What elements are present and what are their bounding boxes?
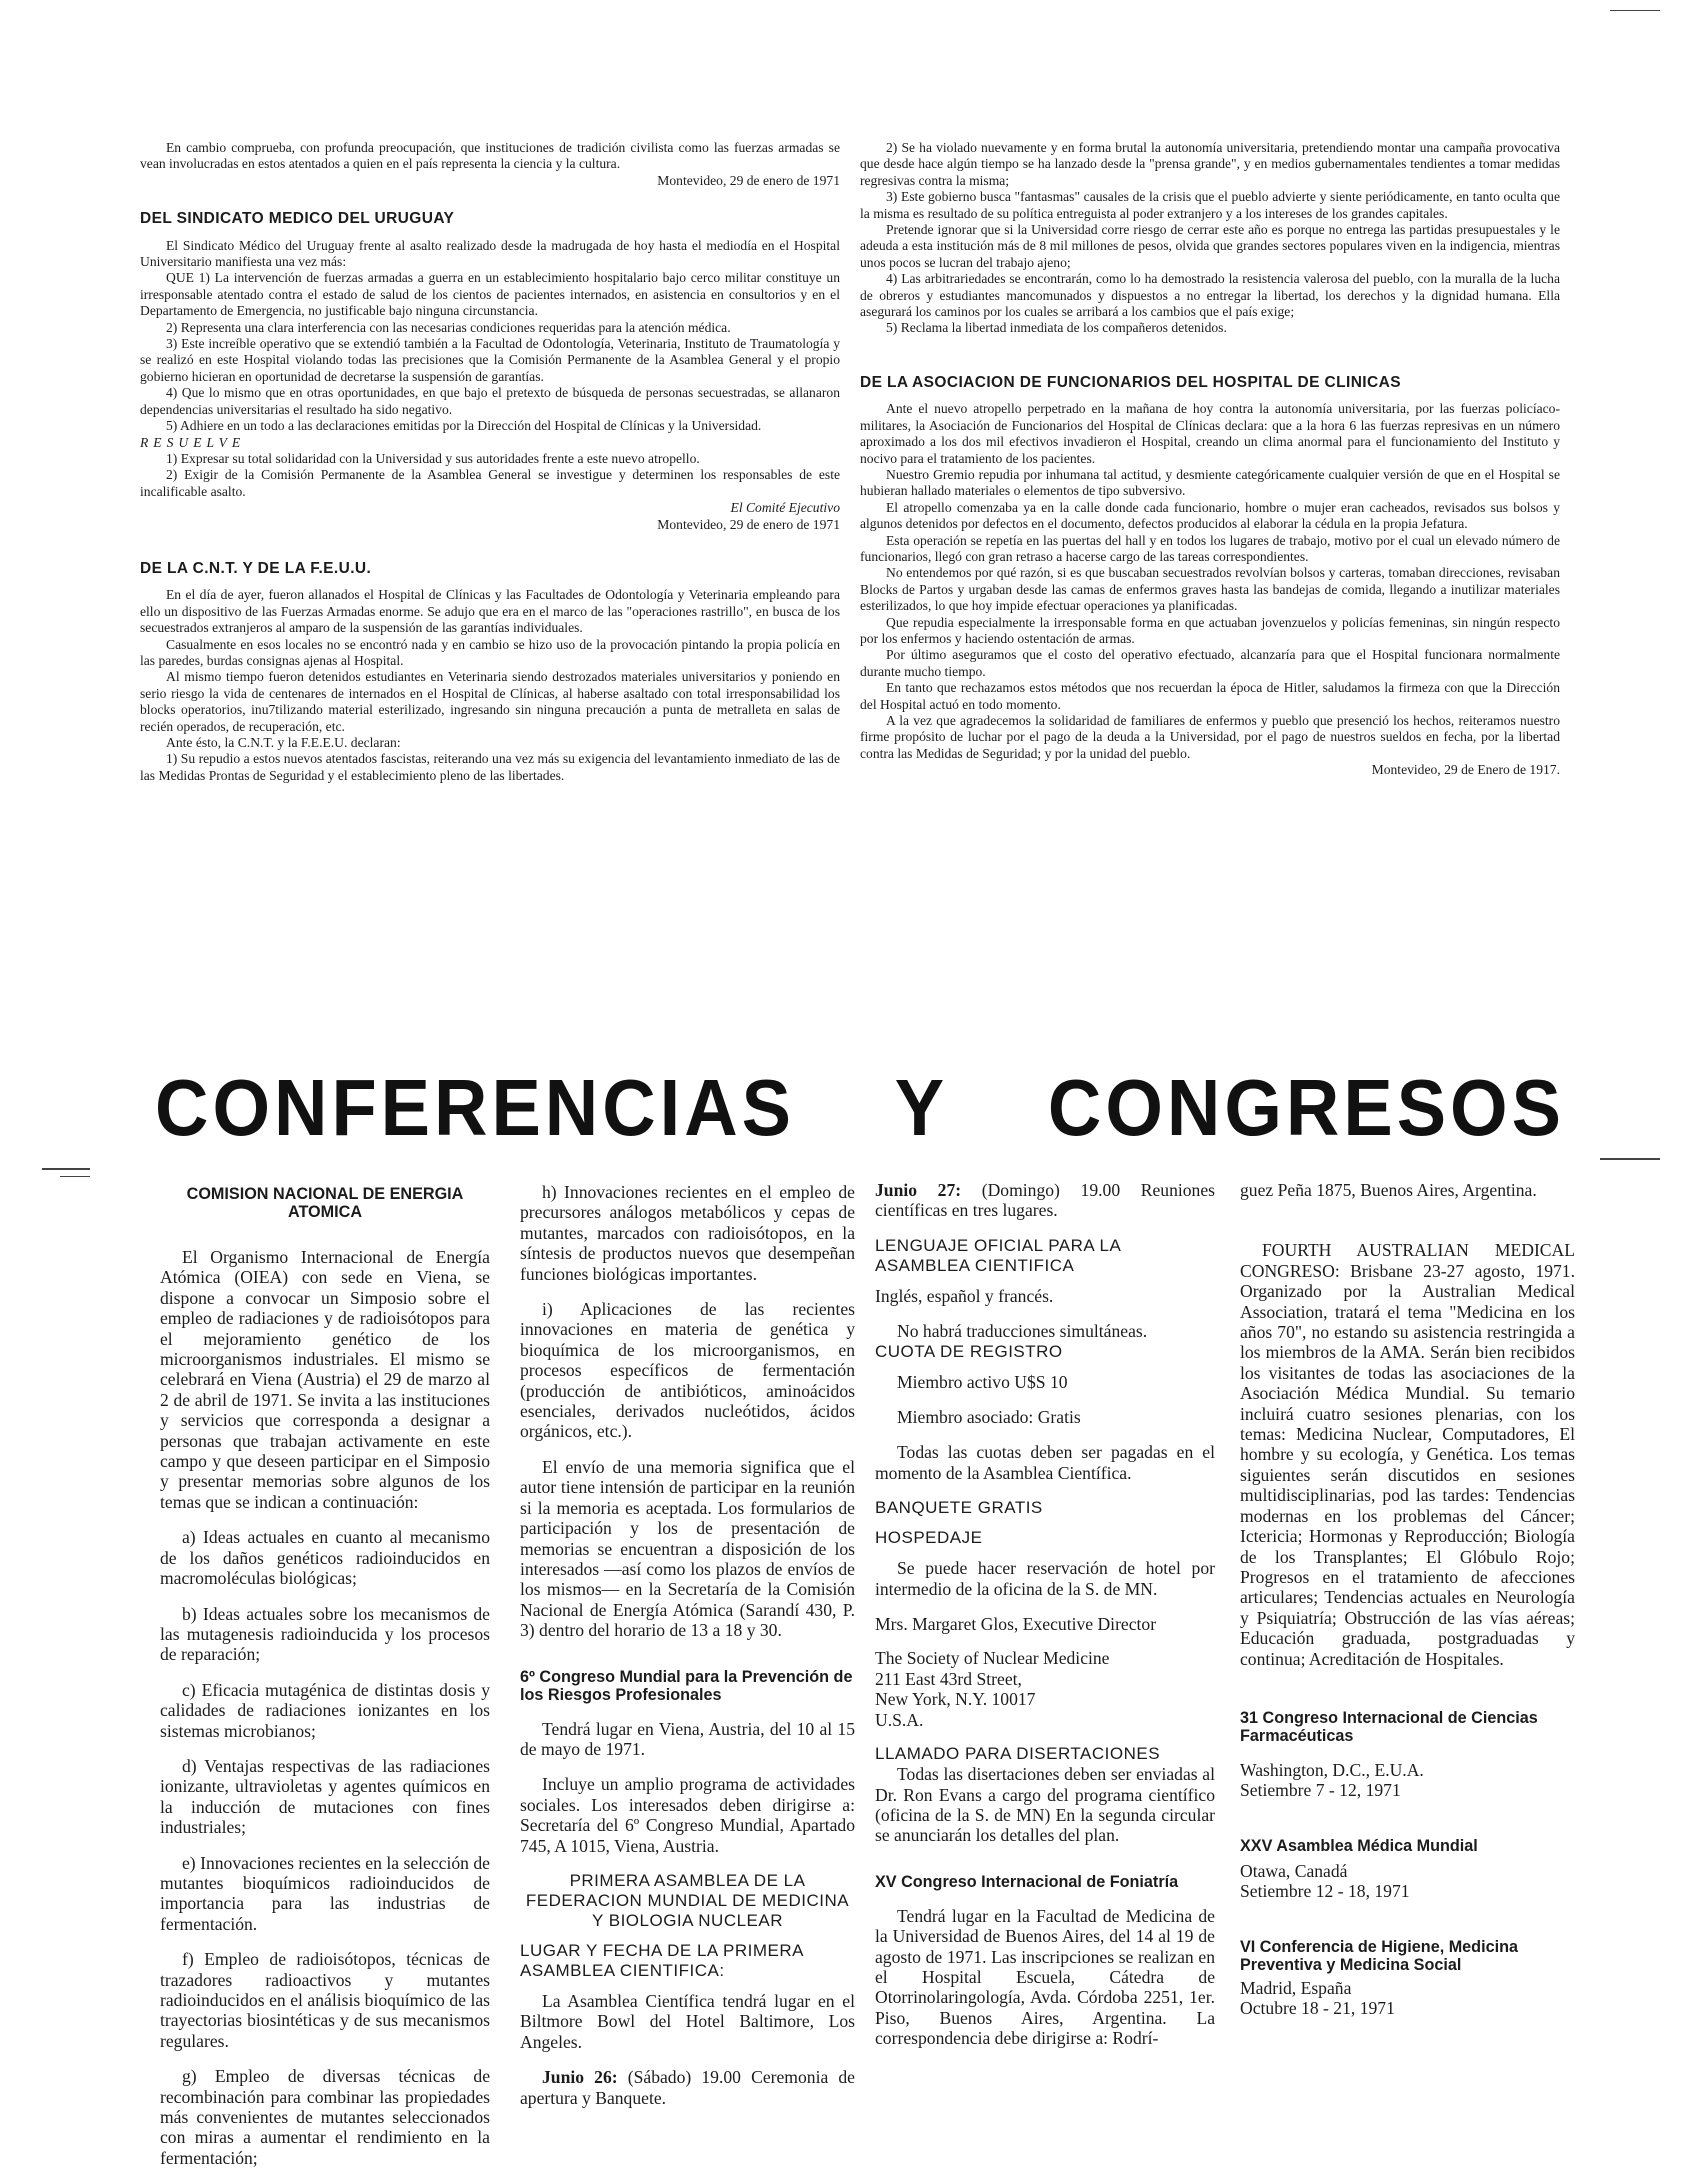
paragraph: El Organismo Internacional de Energía Atómica (OIEA) con sede en Viena, se dispone a convocar un Simposio sobre el empleo de radiaciones y de radioisótopos para el mejoramiento genético de los microorganismos industriales. El mismo se celebrará en Viena (Austria) el 29 de marzo al 2 de abril de 1971. Se invita a las instituciones y servicios que corresponda a designar a personas que trabajan activamente en este campo y que deseen participar en el Simposio y presentar memorias sobre algunos de los temas que se indican a continuación: xyxy=(160,1247,490,1512)
paragraph: 1) Su repudio a estos nuevos atentados fascistas, reiterando una vez más su exigencia del levantamiento inmediato de las de las Medidas Prontas de Seguridad y el establecimiento pleno de las libertades. xyxy=(140,751,840,783)
schedule-item xyxy=(520,2067,855,2108)
paragraph: El envío de una memoria significa que el autor tiene intensión de participar en la reunión si la memoria es aceptada. Los formularios de participación y los de presentación de memorias se encuentran a disposición de los interesados —así como los plazos de envíos de los mismos— en la Secretaría de la Comisión Nacional de Energía Atómica (Sarandí 430, P. 3) dentro del horario de 13 a 18 y 30. xyxy=(520,1456,855,1641)
paragraph: FOURTH AUSTRALIAN MEDICAL CONGRESO: Brisbane 23-27 agosto, 1971. Organizado por la Australian Medical Association, tratará el tema "Medicina en los años 70", no estando su asistencia restringida a los miembros de la AMA. Serán bien recibidos los visitantes de todas las asociaciones de la Asociación Médica Mundial. Su temario incluirá cuatro sesiones plenarias, con los temas: Medicina Nuclear, Computadores, El hombre y su ecología, y Genética. Los temas siguientes serán discutidos en sesiones multidisciplinarias, pod las tardes: Tendencias modernas en los problemas del Cáncer; Ictericia; Hormonas y Reproducción; Biología de los Transplantes; El Glóbulo Rojo; Progresos en el tratamiento de afecciones articulares; Tendencias actuales en Neurología y Psiquiatría; Obstrucción de las vías aéreas; Educación graduada, postgraduadas y continua; Acreditación de Hospitales. xyxy=(1240,1240,1575,1669)
paragraph: El Sindicato Médico del Uruguay frente al asalto realizado desde la madrugada de hoy hasta el mediodía en el Hospital Universitario manifiesta una vez más: xyxy=(140,237,840,270)
bottom-column-3 xyxy=(875,1180,1215,2064)
address-line: New York, N.Y. 10017 xyxy=(875,1689,1036,1710)
fee-item: Miembro asociado: Gratis xyxy=(897,1407,1081,1428)
paragraph: 2) Se ha violado nuevamente y en forma brutal la autonomía universitaria, pretendiendo montar una campaña provocativa que desde hace algún tiempo se ha lanzado desde la "prensa grande", y en medios gubernamentales tendientes a tomar medidas regresivas contra la misma; xyxy=(860,140,1560,188)
paragraph: 1) Expresar su total solidaridad con la Universidad y sus autoridades frente a este nuevo atropello. xyxy=(166,450,700,466)
list-item: a) Ideas actuales en cuanto al mecanismo de los daños genéticos radioinducidos en macromoléculas biológicas; xyxy=(160,1527,490,1589)
paragraph-continued: guez Peña 1875, Buenos Aires, Argentina. xyxy=(1240,1180,1537,1200)
schedule-date: Junio 27: xyxy=(875,1180,962,1200)
paragraph: A la vez que agradecemos la solidaridad de familiares de enfermos y pueblo que presenció los hechos, reiteramos nuestro firme propósito de luchar por el pago de la deuda a la Universidad, por el pago de nuestros sueldos en fecha, por la libertad contra las Medidas de Seguridad; y por la unidad del pueblo. xyxy=(860,713,1560,761)
section-heading-xv-congreso: XV Congreso Internacional de Foniatría xyxy=(875,1872,1179,1891)
dateline: Montevideo, 29 de enero de 1971 xyxy=(657,172,840,188)
fee-item: Miembro activo U$S 10 xyxy=(897,1371,1068,1392)
address-line: U.S.A. xyxy=(875,1709,924,1730)
paragraph: Tendrá lugar en Viena, Austria, del 10 al 15 de mayo de 1971. xyxy=(520,1718,855,1759)
scan-mark xyxy=(1610,10,1660,11)
paragraph: Nuestro Gremio repudia por inhumana tal actitud, y desmiente categóricamente cualquier versión de que en el Hospital se hubieran hallado materiales o elementos de tipo subversivo. xyxy=(860,466,1560,499)
schedule-date: Junio 26: xyxy=(542,2067,618,2088)
banner-word: CONFERENCIAS xyxy=(155,1062,796,1153)
bottom-column-4 xyxy=(1240,1180,1575,2018)
address-line: The Society of Nuclear Medicine xyxy=(875,1648,1110,1669)
contact-name: Mrs. Margaret Glos, Executive Director xyxy=(875,1614,1157,1635)
section-heading-vi-conferencia: VI Conferencia de Higiene, Medicina Preventiva y Medicina Social xyxy=(1240,1937,1518,1974)
section-heading-31-congreso: 31 Congreso Internacional de Ciencias Farmacéuticas xyxy=(1240,1708,1538,1745)
paragraph: 3) Este increíble operativo que se extendió también a la Facultad de Odontología, Veterinaria, Instituto de Traumatología y se realizó en este Hospital violando todas las precisiones que la Comisión Permanente de la Asamblea General y el propio gobierno hicieran en oportunidad de decretarse la suspensión de garantías. xyxy=(140,336,840,384)
banner-word: CONGRESOS xyxy=(1047,1062,1565,1153)
section-heading-cnea: COMISION NACIONAL DE ENERGIA ATOMICA xyxy=(186,1185,464,1221)
intro-paragraph: En cambio comprueba, con profunda preocupación, que instituciones de tradición civilista como las fuerzas armadas se vean involucradas en estos atentados a quien en el país representa la ciencia y la cultura. xyxy=(140,140,840,172)
list-item: e) Innovaciones recientes en la selección de mutantes bioquímicos radioinducidos de importancia para las industrias de fermentación. xyxy=(160,1852,490,1934)
paragraph: Pretende ignorar que si la Universidad corre riesgo de cerrar este año es porque no entrega las partidas presupuestales y le adeuda a esta institución más de 8 mil millones de pesos, olvida que grandes sectores populares viven en la indigencia, mientras unos pocos se lucran del trabajo ajeno; xyxy=(860,222,1560,270)
list-item: g) Empleo de diversas técnicas de recombinación para combinar las propiedades más convenientes de mutantes seleccionados con miras a aumentar el rendimiento en la fermentación; xyxy=(160,2066,490,2168)
dateline: Montevideo, 29 de enero de 1971 xyxy=(657,516,840,532)
event-place: Otawa, Canadá xyxy=(1240,1860,1348,1881)
paragraph: No entendemos por qué razón, si es que buscaban secuestrados revolvían bolsos y carteras, tomaban direcciones, revisaban Blocks de Partos y urgaban desde las camas de enfermos graves hasta las bandejas de comida, llegando a inutilizar materiales esterilizados, lo que hoy impide efectuar operaciones ya planificadas. xyxy=(860,565,1560,614)
list-item: d) Ventajas respectivas de las radiaciones ionizante, ultravioletas y agentes químicos en la inducción de mutaciones con fines industriales; xyxy=(160,1755,490,1838)
paragraph: Casualmente en esos locales no se encontró nada y en cambio se hizo uso de la provocación pintando la propia policía en las paredes, burdas consignas ajenas al Hospital. xyxy=(140,636,840,668)
paragraph: Incluye un amplio programa de actividades sociales. Los interesados deben dirigirse a: Secretaría del 6º Congreso Mundial, Apartado 745, A 1015, Viena, Austria. xyxy=(520,1774,855,1856)
paragraph: En tanto que rechazamos estos métodos que nos recuerdan la época de Hitler, saludamos la firmeza con que la Dirección del Hospital actuó en todo momento. xyxy=(860,680,1560,712)
event-date: Octubre 18 - 21, 1971 xyxy=(1240,1997,1395,2018)
paragraph: 4) Que lo mismo que en otras oportunidades, en que bajo el pretexto de búsqueda de personas secuestradas, se allanaron dependencias universitarias el resultado ha sido negativo. xyxy=(140,385,840,417)
section-heading-congreso6: 6º Congreso Mundial para la Prevención de los Riesgos Profesionales xyxy=(520,1667,853,1704)
paragraph: Todas las cuotas deben ser pagadas en el momento de la Asamblea Científica. xyxy=(875,1442,1215,1483)
section-heading-cnt: DE LA C.N.T. Y DE LA F.E.U.U. xyxy=(140,559,372,577)
paragraph: 5) Reclama la libertad inmediata de los compañeros detenidos. xyxy=(886,320,1227,336)
paragraph: 3) Este gobierno busca "fantasmas" causales de la crisis que el pueblo advierte y siente periódicamente, en tanto oculta que la misma es resultado de su política entreguista al poder extranjero y a los intereses de los grandes capitales. xyxy=(860,189,1560,221)
section-heading-funcionarios: DE LA ASOCIACION DE FUNCIONARIOS DEL HOSPITAL DE CLINICAS xyxy=(860,373,1401,391)
paragraph: Ante el nuevo atropello perpetrado en la mañana de hoy contra la autonomía universitaria, por las fuerzas policíaco-militares, la Asociación de Funcionarios del Hospital de Clínicas declara: que a la hora 6 las fuerzas represivas en un número aproximado a los dos mil efectivos invadieron el Hospital, creando un clima anormal para el funcionamiento del Instituto y nocivo para el tratamiento de los pacientes. xyxy=(860,401,1560,466)
paragraph: 2) Representa una clara interferencia con las necesarias condiciones requeridas para la atención médica. xyxy=(166,319,731,335)
dateline: Montevideo, 29 de Enero de 1917. xyxy=(1371,762,1560,778)
paragraph: QUE 1) La intervención de fuerzas armadas a guerra en un establecimiento hospitalario bajo cerco militar constituye un irresponsable atentado contra el estado de salud de los cientos de pacientes internados, en asistencia en consultorios y en el Departamento de Emergencia, no justificable bajo ninguna circunstancia. xyxy=(140,270,840,319)
section-heading-primera-asamblea: PRIMERA ASAMBLEA DE LA FEDERACION MUNDIAL DE MEDICINA Y BIOLOGIA NUCLEAR xyxy=(525,1870,850,1930)
paragraph: En el día de ayer, fueron allanados el Hospital de Clínicas y las Facultades de Odontología y Veterinaria empleando para ello un dispositivo de las Fuerzas Armadas enorme. Se adujo que era en el marco de las "operaciones rastrillo", en busca de los secuestrados extranjeros al amparo de la suspensión de las garantías individuales. xyxy=(140,587,840,636)
section-banner xyxy=(155,1062,1565,1154)
event-place: Madrid, España xyxy=(1240,1977,1352,1998)
section-heading-llamado: LLAMADO PARA DISERTACIONES xyxy=(875,1744,1161,1764)
address-line: 211 East 43rd Street, xyxy=(875,1668,1022,1689)
scan-mark xyxy=(1600,1158,1660,1160)
paragraph: El atropello comenzaba ya en la calle donde cada funcionario, hombre o mujer eran cacheados, revisados sus bolsos y algunos detenidos por defectos en el documento, defectos producidos al elaborar la cédula en la propia Jefatura. xyxy=(860,499,1560,532)
top-left-column xyxy=(140,140,840,784)
paragraph: Esta operación se repetía en las puertas del hall y en todos los lugares de trabajo, motivo por el cual un elevado número de funcionarios, llegó con gran retraso a hacerse cargo de las tareas correspondientes. xyxy=(860,532,1560,564)
section-heading-banquete: BANQUETE GRATIS xyxy=(875,1498,1043,1518)
paragraph: Al mismo tiempo fueron detenidos estudiantes en Veterinaria siendo destrozados materiales universitarios y poniendo en serio riesgo la vida de centenares de internados en el Hospital de Clínicas, al haberse asaltado con total irresponsabilidad los blocks operatorios, inu7tilizando material esterilizado, ingresando sin ninguna precaución a punta de metralleta en salas de recién operados, de recuperación, etc. xyxy=(140,669,840,734)
paragraph: Inglés, español y francés. xyxy=(875,1285,1054,1306)
list-item: i) Aplicaciones de las recientes innovaciones en materia de genética y bioquímica de los microorganismos, en procesos específicos de fermentación (producción de antibióticos, aminoácidos esenciales, derivados nucleótidos, ácidos orgánicos, etc.). xyxy=(520,1299,855,1442)
list-item: f) Empleo de radioisótopos, técnicas de trazadores radioactivos y mutantes radioinducidos en el análisis bioquímico de las trayectorias biosintéticas y de sus mecanismos regulares. xyxy=(160,1949,490,2051)
resuelve-label: RESUELVE xyxy=(140,434,246,450)
section-heading-xxv-asamblea: XXV Asamblea Médica Mundial xyxy=(1240,1836,1478,1855)
schedule-item xyxy=(875,1180,1215,1221)
section-heading-lenguaje: LENGUAJE OFICIAL PARA LA ASAMBLEA CIENTIFICA xyxy=(875,1235,1121,1275)
bottom-column-2 xyxy=(520,1182,855,2123)
paragraph: Tendrá lugar en la Facultad de Medicina de la Universidad de Buenos Aires, del 14 al 19 de agosto de 1971. Las inscripciones se realizan en el Hospital Escuela, Cátedra de Otorrinolaringología, Avda. Córdoba 2251, 1er. Piso, Buenos Aires, Argentina. La correspondencia debe dirigirse a: Rodrí- xyxy=(875,1905,1215,2049)
paragraph: Se puede hacer reservación de hotel por intermedio de la oficina de la S. de MN. xyxy=(875,1558,1215,1599)
paragraph: Todas las disertaciones deben ser enviadas al Dr. Ron Evans a cargo del programa científico (oficina de la S. de MN) En la segunda circular se anunciarán los detalles del plan. xyxy=(875,1764,1215,1846)
bottom-column-1 xyxy=(160,1185,490,2183)
event-place: Washington, D.C., E.U.A. xyxy=(1240,1759,1424,1780)
paragraph: Ante ésto, la C.N.T. y la F.E.E.U. declaran: xyxy=(166,735,401,750)
list-item: h) Innovaciones recientes en el empleo de precursores análogos metabólicos y cepas de mutantes, marcados con radioisótopos, en la síntesis de productos nuevos que desempeñan funciones biológicas importantes. xyxy=(520,1182,855,1284)
banner-word: Y xyxy=(894,1062,949,1153)
paragraph: La Asamblea Científica tendrá lugar en el Biltmore Bowl del Hotel Baltimore, Los Angeles. xyxy=(520,1990,855,2052)
paragraph: No habrá traducciones simultáneas. xyxy=(897,1321,1148,1342)
paragraph: 4) Las arbitrariedades se encontrarán, como lo ha demostrado la resistencia valerosa del pueblo, con la muralla de la lucha de obreros y estudiantes mancomunados y dispuestos a no entregar la libertad, los derechos y la dignidad humana. Ella asegurará los caminos por los cuales se arribará a los cambios que el país exige; xyxy=(860,271,1560,320)
scan-mark xyxy=(60,1176,90,1177)
scan-mark xyxy=(42,1168,90,1170)
list-item: c) Eficacia mutagénica de distintas dosis y calidades de radiaciones ionizantes en los sistemas microbianos; xyxy=(160,1679,490,1741)
event-date: Setiembre 7 - 12, 1971 xyxy=(1240,1780,1401,1801)
list-item: b) Ideas actuales sobre los mecanismos de las mutagenesis radioinducida y los procesos de reparación; xyxy=(160,1603,490,1665)
section-heading-hospedaje: HOSPEDAJE xyxy=(875,1528,983,1548)
paragraph: 2) Exigir de la Comisión Permanente de la Asamblea General se investigue y determinen los responsables de este incalificable asalto. xyxy=(140,467,840,499)
section-heading-cuota: CUOTA DE REGISTRO xyxy=(875,1341,1063,1361)
section-heading-lugar: LUGAR Y FECHA DE LA PRIMERA ASAMBLEA CIENTIFICA: xyxy=(520,1940,804,1980)
top-right-column xyxy=(860,140,1560,779)
schedule-text: (Sábado) 19.00 Ceremonia de apertura y Banquete. xyxy=(520,2067,855,2108)
paragraph: Que repudia especialmente la irresponsable forma en que actuaban jovenzuelos y policías femeninas, sin ningún respecto por los enfermos y haciendo ostentación de armas. xyxy=(860,614,1560,646)
section-heading-sindicato: DEL SINDICATO MEDICO DEL URUGUAY xyxy=(140,210,455,228)
paragraph: 5) Adhiere en un todo a las declaraciones emitidas por la Dirección del Hospital de Clínicas y la Universidad. xyxy=(166,418,762,434)
paragraph: Por último aseguramos que el costo del operativo efectuado, alcanzaría para que el Hospital funcionara normalmente durante mucho tiempo. xyxy=(860,647,1560,679)
event-date: Setiembre 12 - 18, 1971 xyxy=(1240,1881,1410,1902)
schedule-text: (Domingo) 19.00 Reuniones científicas en tres lugares. xyxy=(875,1180,1215,1221)
signature: El Comité Ejecutivo xyxy=(730,500,840,516)
